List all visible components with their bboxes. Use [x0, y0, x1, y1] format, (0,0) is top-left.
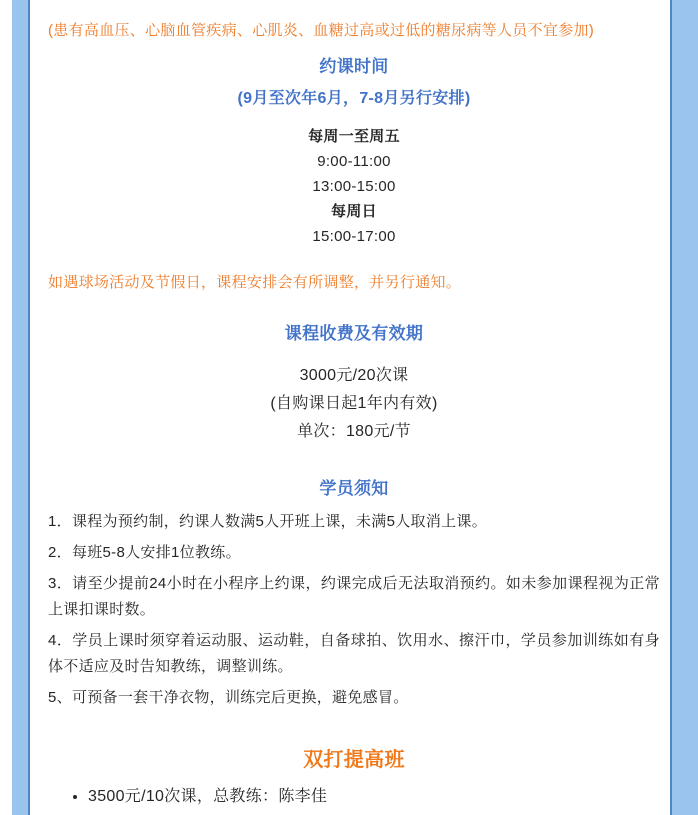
note-item-5: 5、可预备一套干净衣物，训练完后更换，避免感冒。 [48, 689, 409, 706]
note-item-3: 3．请至少提前24小时在小程序上约课，约课完成后无法取消预约。如未参加课程视为正常上课扣课时数。 [48, 575, 660, 618]
note-item-4: 4．学员上课时须穿着运动服、运动鞋，自备球拍、饮用水、擦汗巾，学员参加训练如有身体不适应及时告知教练，调整训练。 [48, 632, 660, 675]
weekday-slot-afternoon: 13:00-15:00 [312, 178, 396, 195]
price-validity: (自购课日起1年内有效) [270, 395, 438, 412]
weekday-schedule-label: 每周一至周五 [308, 128, 400, 145]
booking-period-note: (9月至次年6月，7-8月另行安排) [237, 90, 471, 107]
frame-stripe-right [672, 0, 698, 815]
sunday-schedule-label: 每周日 [331, 203, 377, 220]
pricing-heading: 课程收费及有效期 [284, 324, 424, 343]
single-session-price: 单次：180元/节 [297, 423, 411, 440]
doubles-class-list [48, 783, 660, 811]
note-item-2: 2．每班5-8人安排1位教练。 [48, 544, 241, 561]
schedule-adjustment-note: 如遇球场活动及节假日，课程安排会有所调整，并另行通知。 [48, 274, 462, 291]
weekday-slot-morning: 9:00-11:00 [317, 153, 391, 170]
health-warning-text: (患有高血压、心脑血管疾病、心肌炎、血糖过高或过低的糖尿病等人员不宜参加) [48, 22, 595, 39]
article-content [30, 0, 670, 815]
frame-stripe-left [12, 0, 28, 815]
student-notice-heading: 学员须知 [319, 479, 389, 498]
doubles-class-price-item: • 3500元/10次课，总教练：陈李佳 [88, 783, 660, 811]
booking-time-heading: 约课时间 [319, 57, 389, 76]
sunday-slot: 15:00-17:00 [312, 228, 396, 245]
note-item-1: 1．课程为预约制，约课人数满5人开班上课，未满5人取消上课。 [48, 513, 488, 530]
package-price: 3000元/20次课 [299, 367, 409, 384]
doubles-class-heading: 双打提高班 [303, 749, 405, 771]
